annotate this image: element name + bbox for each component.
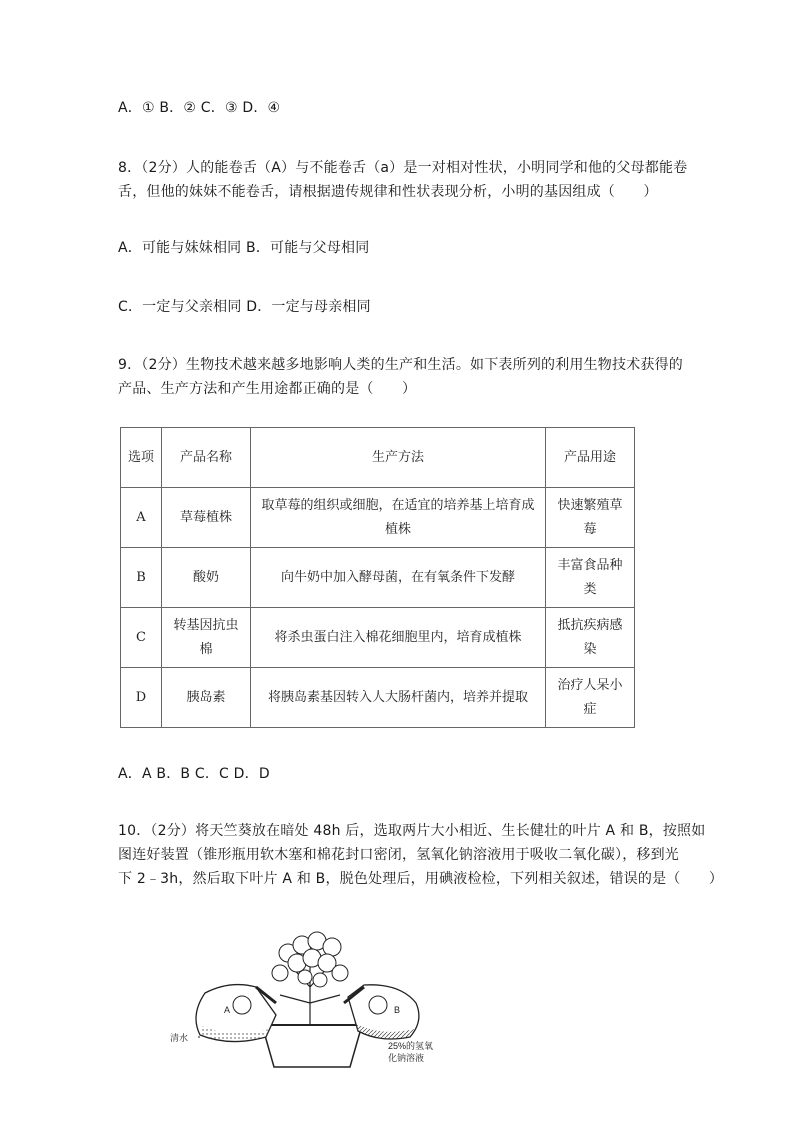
cell-name: 草莓植株 xyxy=(162,488,251,548)
q9-stem-line2: 产品、生产方法和产生用途都正确的是（ ） xyxy=(118,381,417,397)
label-flask-a: A xyxy=(224,1005,231,1015)
table-header-row xyxy=(121,428,635,488)
header-use: 产品用途 xyxy=(546,428,635,488)
label-naoh-line2: 化钠溶液 xyxy=(388,1053,425,1063)
flower-cluster xyxy=(272,932,348,987)
q10-stem-line1: 10．（2分）将天竺葵放在暗处 48h 后，选取两片大小相近、生长健壮的叶片 A 和 B，按照如 xyxy=(118,823,706,839)
plant-apparatus-diagram xyxy=(170,925,450,1070)
cell-use: 快速繁殖草莓 xyxy=(546,488,635,548)
table-row xyxy=(121,668,635,728)
cell-name: 转基因抗虫棉 xyxy=(162,608,251,668)
label-flask-b: B xyxy=(394,1005,401,1015)
table-row xyxy=(121,488,635,548)
cell-name: 胰岛素 xyxy=(162,668,251,728)
header-product-name: 产品名称 xyxy=(162,428,251,488)
flask-a xyxy=(196,985,276,1042)
table-row xyxy=(121,548,635,608)
table-row xyxy=(121,608,635,668)
q10-stem-line3: 下 2﹣3h，然后取下叶片 A 和 B，脱色处理后，用碘液检检，下列相关叙述，错误的是（ ） xyxy=(118,871,724,887)
cell-option: D xyxy=(121,668,162,728)
header-method: 生产方法 xyxy=(251,428,546,488)
cell-option: C xyxy=(121,608,162,668)
cell-use: 抵抗疾病感染 xyxy=(546,608,635,668)
q9-options: A．A B．B C．C D．D xyxy=(118,766,270,782)
cell-method: 向牛奶中加入酵母菌，在有氧条件下发酵 xyxy=(251,548,546,608)
cell-use: 治疗人呆小症 xyxy=(546,668,635,728)
q9-stem-line1: 9．（2分）生物技术越来越多地影响人类的生产和生活。如下表所列的利用生物技术获得的 xyxy=(118,357,684,373)
plant-experiment-figure xyxy=(170,925,450,1074)
q10-stem-line2: 图连好装置（锥形瓶用软木塞和棉花封口密闭，氢氧化钠溶液用于吸收二氧化碳），移到光 xyxy=(118,847,679,863)
cell-method: 将胰岛素基因转入人大肠杆菌内，培养并提取 xyxy=(251,668,546,728)
cell-use: 丰富食品种类 xyxy=(546,548,635,608)
flower-pot xyxy=(262,1025,362,1067)
header-option: 选项 xyxy=(121,428,162,488)
q8-stem-line1: 8．（2分）人的能卷舌（A）与不能卷舌（a）是一对相对性状，小明同学和他的父母都能卷 xyxy=(118,160,688,176)
q7-options: A．① B．② C．③ D．④ xyxy=(118,100,281,116)
cell-option: B xyxy=(121,548,162,608)
cell-method: 将杀虫蛋白注入棉花细胞里内，培育成植株 xyxy=(251,608,546,668)
cell-name: 酸奶 xyxy=(162,548,251,608)
cell-option: A xyxy=(121,488,162,548)
q9-table xyxy=(120,427,635,728)
cell-method: 取草莓的组织或细胞，在适宜的培养基上培育成植株 xyxy=(251,488,546,548)
label-water: 清水 xyxy=(170,1033,189,1043)
q8-options-cd: C．一定与父亲相同 D．一定与母亲相同 xyxy=(118,299,371,315)
label-naoh-line1: 25%的氢氧 xyxy=(388,1041,434,1051)
q8-options-ab: A．可能与妹妹相同 B．可能与父母相同 xyxy=(118,240,370,256)
q8-stem-line2: 舌，但他的妹妹不能卷舌，请根据遗传规律和性状表现分析，小明的基因组成（ ） xyxy=(118,184,658,200)
